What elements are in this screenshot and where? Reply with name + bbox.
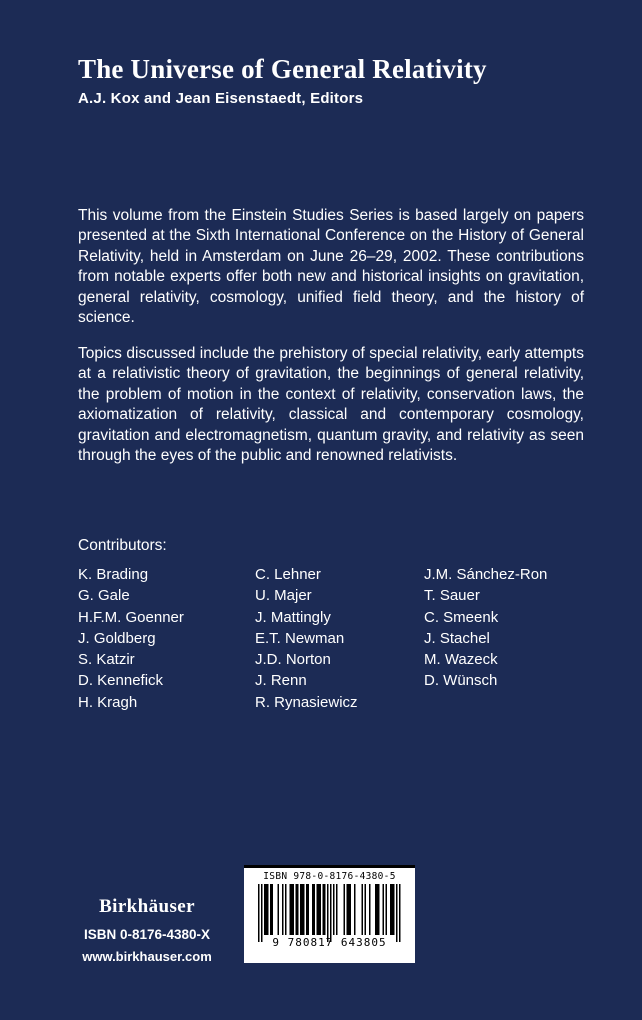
- contributors-heading: Contributors:: [78, 537, 167, 554]
- barcode-isbn-text: ISBN 978-0-8176-4380-5: [263, 871, 396, 882]
- contributor-name: G. Gale: [78, 587, 130, 605]
- description-paragraph-1: This volume from the Einstein Studies Series is based largely on papers presented at the Sixth International Conference on the History of General Relativity, held in Amsterdam on June 26–29, 2002. These contributions from notable experts offer both new and historical insights on gravitation, general relativity, cosmology, unified field theory, and the history of science.: [78, 207, 584, 327]
- contributor-name: D. Wünsch: [424, 672, 498, 690]
- contributor-name: T. Sauer: [424, 587, 480, 605]
- publisher-block: [60, 896, 234, 964]
- contributor-name: J. Stachel: [424, 629, 490, 647]
- publisher-logo: Birkhäuser: [99, 896, 195, 917]
- contributor-name: J. Mattingly: [255, 608, 331, 626]
- barcode-panel: [244, 865, 415, 963]
- description-paragraph-2: Topics discussed include the prehistory of special relativity, early attempts at a relativistic theory of gravitation, the beginnings of general relativity, the problem of motion in the context of relativity, conservation laws, the axiomatization of relativity, classical and contemporary cosmology, gravitation and electromagnetism, quantum gravity, and relativity as seen through the eyes of the public and renowned relativists.: [78, 345, 584, 465]
- contributor-name: J.D. Norton: [255, 651, 331, 669]
- barcode-bars: [258, 884, 401, 942]
- contributor-name: S. Katzir: [78, 651, 135, 669]
- contributors-column-1: [78, 564, 255, 713]
- contributors-column-3: [424, 564, 584, 713]
- contributor-name: K. Brading: [78, 566, 149, 583]
- contributor-name: C. Smeenk: [424, 608, 499, 626]
- contributors-columns: [78, 564, 584, 713]
- isbn-line: ISBN 0-8176-4380-X: [83, 927, 211, 942]
- contributor-name: J. Renn: [255, 672, 307, 690]
- editors-line: A.J. Kox and Jean Eisenstaedt, Editors: [78, 90, 364, 107]
- contributor-name: E.T. Newman: [255, 629, 345, 647]
- contributor-name: U. Majer: [255, 587, 312, 605]
- barcode-top-rule: [244, 865, 415, 868]
- website-url: www.birkhauser.com: [82, 949, 212, 964]
- contributor-name: D. Kennefick: [78, 672, 164, 690]
- contributor-name: M. Wazeck: [424, 651, 498, 669]
- book-title: The Universe of General Relativity: [78, 54, 487, 84]
- contributor-name: R. Rynasiewicz: [255, 693, 358, 711]
- contributor-name: H. Kragh: [78, 693, 138, 711]
- contributor-name: C. Lehner: [255, 566, 321, 583]
- contributor-name: J.M. Sánchez-Ron: [424, 566, 548, 583]
- barcode-number: 9 780817 643805: [272, 936, 387, 949]
- contributors-column-2: [255, 564, 424, 713]
- contributor-name: J. Goldberg: [78, 629, 156, 647]
- contributor-name: H.F.M. Goenner: [78, 608, 184, 626]
